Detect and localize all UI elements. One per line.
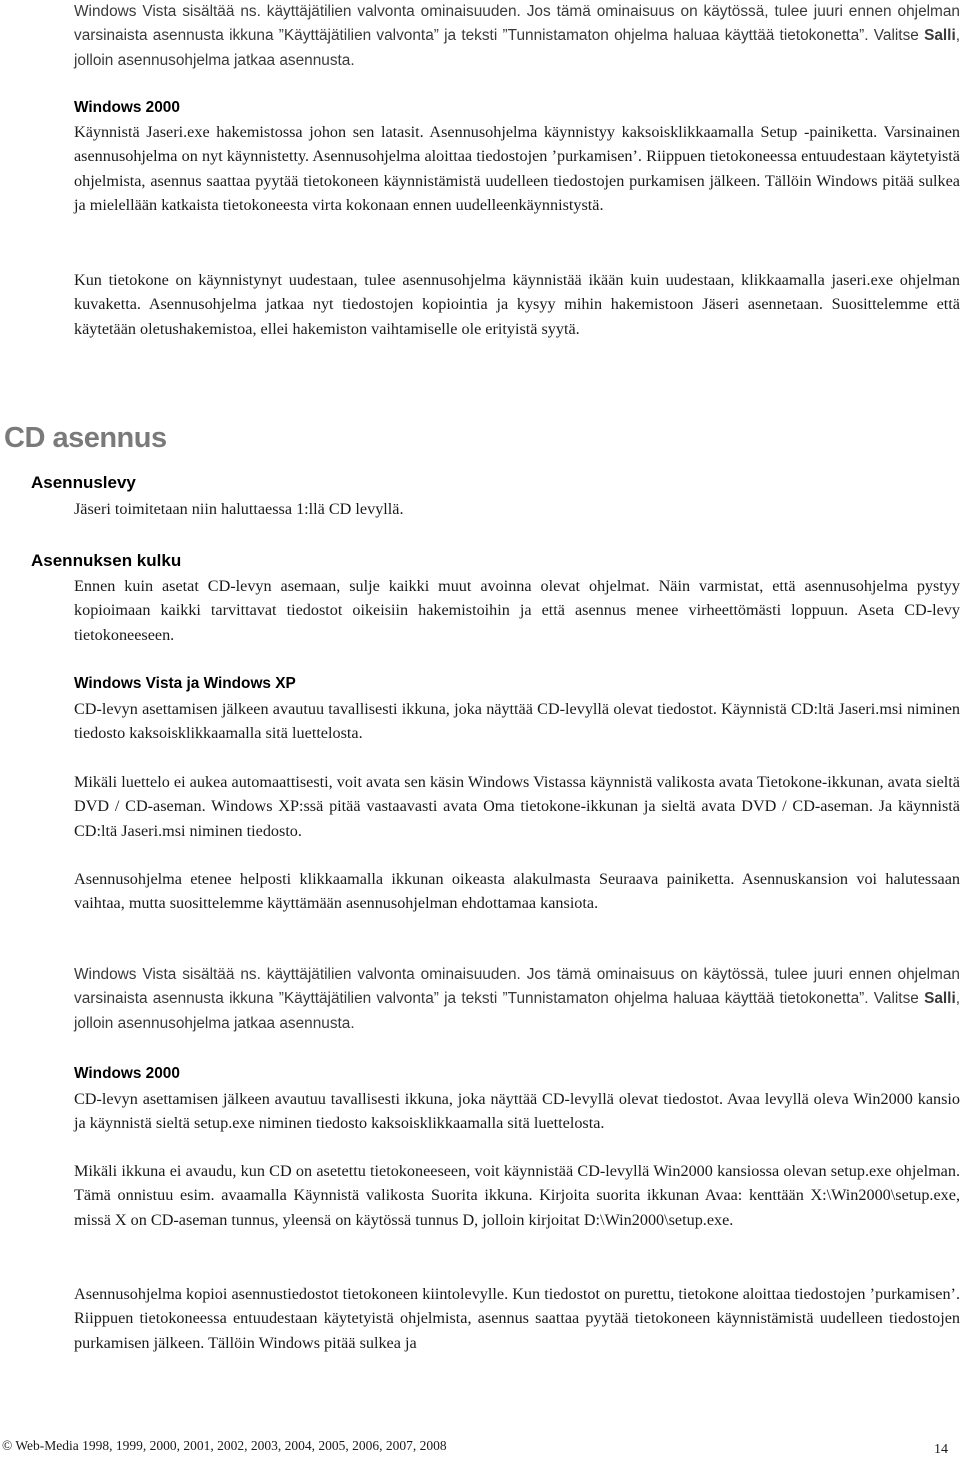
restart-paragraph: Kun tietokone on käynnistynyt uudestaan, tulee asennusohjelma käynnistää ikään kuin uudestaan, klikkaamalla jaseri.exe ohjelman kuvaketta. Asennusohjelma jatkaa nyt tiedostojen kopiointia ja kysyy mihin hakemistoon Jäseri asennetaan. Suosittelemme että käytetään oletushakemistoa, ellei hakemiston vaihtamiselle ole erityistä syytä. xyxy=(74,271,960,338)
salli-bold: Salli xyxy=(924,27,956,45)
win2000-cd-paragraph-1: CD-levyn asettamisen jälkeen avautuu tavallisesti ikkuna, joka näyttää CD-levyllä olevat tiedostot. Avaa levyllä oleva Win2000 kansio ja käynnistä sieltä setup.exe niminen tiedosto kaksoisklikkaamalla sitä luettelosta. xyxy=(74,1090,960,1133)
page-number: 14 xyxy=(934,1442,948,1457)
copyright-footer: © Web-Media 1998, 1999, 2000, 2001, 2002, 2003, 2004, 2005, 2006, 2007, 2008 xyxy=(2,1438,447,1453)
windows-2000-heading-2: Windows 2000 xyxy=(74,1065,180,1082)
windows-2000-heading: Windows 2000 xyxy=(74,99,180,116)
asennuksen-kulku-text: Ennen kuin asetat CD-levyn asemaan, sulje kaikki muut avoinna olevat ohjelmat. Näin varmistat, että asennusohjelma pystyy kopioimaan kaikki tarvittavat tiedostot oikeisiin hakemistoihin ja että asennus menee virheettömästi loppuun. Aseta CD-levy tietokoneeseen. xyxy=(74,577,960,644)
vista-xp-paragraph-2: Mikäli luettelo ei aukea automaattisesti, voit avata sen käsin Windows Vistassa käynnistä valikosta avata Tietokone-ikkunan, avata sieltä DVD / CD-aseman. Windows XP:ssä pitää vastaavasti avata Oma tietokone-ikkunan ja sieltä avata DVD / CD-aseman. Ja käynnistä CD:ltä Jaseri.msi niminen tiedosto. xyxy=(74,773,960,840)
win2000-install-paragraph: Käynnistä Jaseri.exe hakemistossa johon sen latasit. Asennusohjelma käynnistyy kaksoisklikkaamalla Setup -painiketta. Varsinainen asennusohjelma on nyt käynnistetty. Asennusohjelma aloittaa tiedostojen ’purkamisen’. Riippuen tietokoneessa entuudestaan käytetyistä ohjelmista, asennus saattaa pyytää tietokoneen käynnistämistä uudelleen tiedostojen purkamisen jälkeen. Tällöin Windows pitää sulkea ja mielellään katkaista tietokoneesta virta kokonaan ennen uudelleenkäynnistystä. xyxy=(74,123,960,215)
page-title: CD asennus xyxy=(4,422,167,454)
salli-bold-2: Salli xyxy=(924,990,956,1008)
asennuslevy-heading: Asennuslevy xyxy=(31,473,136,492)
win2000-cd-paragraph-2: Mikäli ikkuna ei avaudu, kun CD on asetettu tietokoneeseen, voit käynnistää CD-levyllä Win2000 kansiossa olevan setup.exe ohjelman. Tämä onnistuu esim. avaamalla Käynnistä valikosta Suorita ikkuna. Kirjoita suorita ikkunan Avaa: kenttään X:\Win2000\setup.exe, missä X on CD-aseman tunnus, yleensä on käytössä tunnus D, jolloin kirjoitat D:\Win2000\setup.exe. xyxy=(74,1162,960,1229)
vista-xp-paragraph-1: CD-levyn asettamisen jälkeen avautuu tavallisesti ikkuna, joka näyttää CD-levyllä olevat tiedostot. Käynnistä CD:ltä Jaseri.msi niminen tiedosto kaksoisklikkaamalla sitä luettelosta. xyxy=(74,700,960,743)
win2000-cd-paragraph-3: Asennusohjelma kopioi asennustiedostot tietokoneen kiintolevylle. Kun tiedostot on purettu, tietokone aloittaa tiedostojen ’purkamisen’. Riippuen tietokoneessa entuudestaan käytetyistä ohjelmista, asennus saattaa pyytää tietokoneen käynnistämistä uudelleen tiedostojen purkamisen jälkeen. Tällöin Windows pitää sulkea ja xyxy=(74,1285,960,1352)
top-section xyxy=(74,0,960,73)
windows-vista-xp-heading: Windows Vista ja Windows XP xyxy=(74,675,296,692)
vista-uac-paragraph: Windows Vista sisältää ns. käyttäjätilien valvonta ominaisuuden. Jos tämä ominaisuus on käytössä, tulee juuri ennen ohjelman varsinaista asennusta ikkuna ”Käyttäjätilien valvonta” ja teksti ”Tunnistamaton ohjelma haluaa käyttää tietokonetta”. Valitse Salli, jolloin asennusohjelma jatkaa asennusta. xyxy=(74,3,960,69)
asennuksen-kulku-heading: Asennuksen kulku xyxy=(31,551,182,570)
vista-uac-paragraph-2: Windows Vista sisältää ns. käyttäjätilien valvonta ominaisuuden. Jos tämä ominaisuus on käytössä, tulee juuri ennen ohjelman varsinaista asennusta ikkuna ”Käyttäjätilien valvonta” ja teksti ”Tunnistamaton ohjelma haluaa käyttää tietokonetta”. Valitse Salli, jolloin asennusohjelma jatkaa asennusta. xyxy=(74,966,960,1032)
vista-xp-paragraph-3: Asennusohjelma etenee helposti klikkaamalla ikkunan oikeasta alakulmasta Seuraava painiketta. Asennuskansion voi halutessaan vaihtaa, mutta suosittelemme käyttämään asennusohjelman ehdottamaa kansiota. xyxy=(74,870,960,913)
asennuslevy-text: Jäseri toimitetaan niin haluttaessa 1:llä CD levyllä. xyxy=(74,500,404,518)
